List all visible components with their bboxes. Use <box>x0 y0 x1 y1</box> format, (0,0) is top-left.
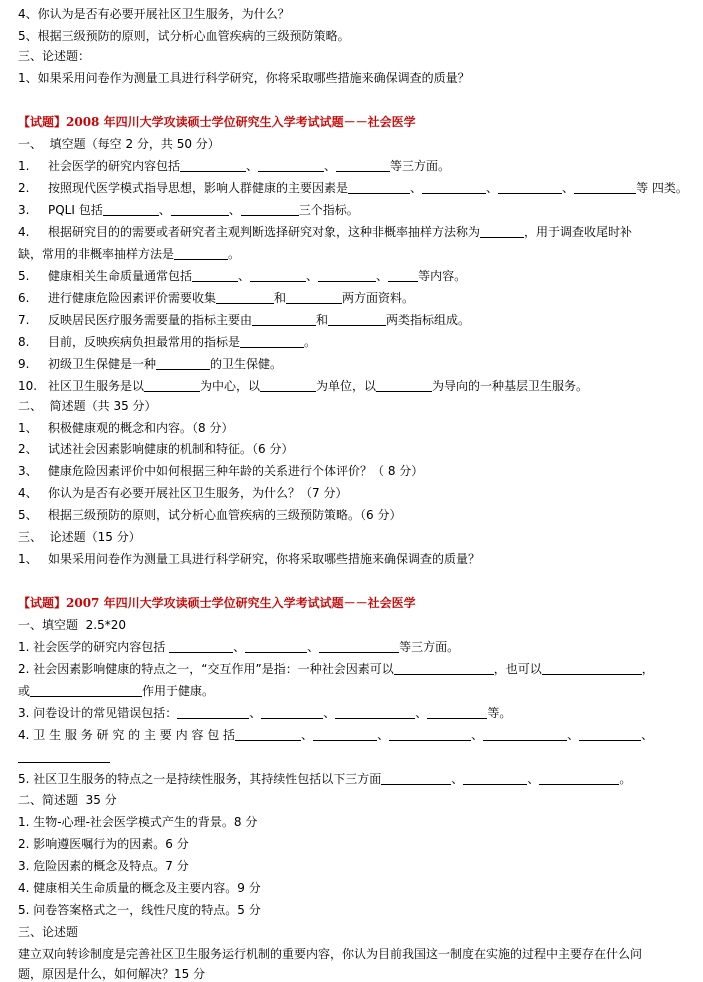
answer-blank[interactable] <box>174 247 228 260</box>
answer-blank[interactable] <box>318 269 376 282</box>
question-5: 5、根据三级预防的原则，试分析心血管疾病的三级预防策略。 <box>18 29 350 43</box>
fill-question <box>18 705 511 721</box>
answer-blank[interactable] <box>180 159 246 172</box>
question-text: 、 <box>376 269 389 283</box>
answer-blank[interactable] <box>18 750 110 763</box>
question-text: 、 <box>158 203 171 217</box>
fill-question <box>18 202 359 218</box>
answer-blank[interactable] <box>261 706 323 719</box>
exam-2008-essay-question: 1、 如果采用问卷作为测量工具进行科学研究，你将采取哪些措施来确保调查的质量？ <box>18 552 481 566</box>
question-text: 、 <box>567 728 580 742</box>
answer-blank[interactable] <box>389 728 471 741</box>
question-text: 为中心，以 <box>200 379 261 393</box>
answer-blank[interactable] <box>235 728 301 741</box>
question-text: 、 <box>641 728 654 742</box>
exam-2007-section-short: 二、简述题 35 分 <box>18 793 117 807</box>
fill-question <box>18 356 282 372</box>
answer-blank[interactable] <box>319 640 399 653</box>
fill-question <box>18 378 588 394</box>
fill-question <box>18 268 466 284</box>
question-number: 4. <box>18 225 30 239</box>
answer-blank[interactable] <box>463 772 527 785</box>
fill-question <box>18 180 688 196</box>
question-text: 、 <box>562 181 575 195</box>
answer-blank[interactable] <box>376 379 432 392</box>
section-heading-essay: 三、论述题： <box>18 49 91 63</box>
question-number: 1、 <box>18 421 38 435</box>
exam-2008-section-essay: 三、 论述题（15 分） <box>18 530 141 544</box>
answer-blank[interactable] <box>260 379 316 392</box>
question-text: 、 <box>301 728 314 742</box>
answer-blank[interactable] <box>427 706 487 719</box>
answer-blank[interactable] <box>480 225 524 238</box>
answer-blank[interactable] <box>313 728 377 741</box>
question-text: ， <box>641 662 654 676</box>
question-text: 为单位，以 <box>316 379 377 393</box>
question-text: 、 <box>246 159 259 173</box>
question-text: 、 <box>527 772 540 786</box>
short-question <box>18 441 293 457</box>
question-number: 1. <box>18 159 30 173</box>
exam-2008-title: 【试题】2008 年四川大学攻读硕士学位研究生入学考试试题－－社会医学 <box>18 115 416 129</box>
answer-blank[interactable] <box>171 203 229 216</box>
answer-blank[interactable] <box>250 269 306 282</box>
question-text: 。 <box>619 772 632 786</box>
question-text: 等内容。 <box>418 269 467 283</box>
fill-question <box>18 683 214 699</box>
question-text: 。 <box>228 247 241 261</box>
answer-blank[interactable] <box>144 379 200 392</box>
question-text: 三个指标。 <box>298 203 359 217</box>
question-text: ，用于调查收尾时补 <box>524 225 633 239</box>
answer-blank[interactable] <box>498 181 562 194</box>
answer-blank[interactable] <box>286 291 342 304</box>
question-text: 等三方面。 <box>399 640 460 654</box>
exam-2007-essay-line-2: 题，原因是什么，如何解决？15 分 <box>18 967 206 981</box>
question-text: 。 <box>304 335 317 349</box>
answer-blank[interactable] <box>240 335 304 348</box>
question-text: 、 <box>486 181 499 195</box>
exam-2008-section-short: 二、 简述题（共 35 分） <box>18 399 157 413</box>
answer-blank[interactable] <box>103 203 159 216</box>
question-text: 、 <box>377 728 390 742</box>
fill-question <box>18 158 450 174</box>
question-text: 2. 社会因素影响健康的特点之一，“交互作用”是指：一种社会因素可以 <box>18 662 394 676</box>
question-text: ，也可以 <box>493 662 542 676</box>
question-text: 作用于健康。 <box>142 684 215 698</box>
answer-blank[interactable] <box>252 313 316 326</box>
short-question <box>18 420 233 436</box>
exam-2007-section-essay: 三、论述题 <box>18 925 79 939</box>
question-text: 和 <box>274 291 287 305</box>
question-text: 初级卫生保健是一种 <box>48 357 157 371</box>
question-text: 目前，反映疾病负担最常用的指标是 <box>48 335 241 349</box>
question-text: 健康相关生命质量通常包括 <box>48 269 193 283</box>
exam-2007-title: 【试题】2007 年四川大学攻读硕士学位研究生入学考试试题－－社会医学 <box>18 596 416 610</box>
answer-blank[interactable] <box>574 181 636 194</box>
question-text: 4. 卫 生 服 务 研 究 的 主 要 内 容 包 括 <box>18 728 236 742</box>
answer-blank[interactable] <box>30 684 142 697</box>
answer-blank[interactable] <box>579 728 641 741</box>
fill-question <box>18 224 632 240</box>
question-number: 10. <box>18 379 38 393</box>
question-number: 8. <box>18 335 30 349</box>
fill-question <box>18 290 414 306</box>
answer-blank[interactable] <box>258 159 324 172</box>
question-number: 2. <box>18 181 30 195</box>
answer-blank[interactable] <box>539 772 619 785</box>
short-question: 1. 生物-心理-社会医学模式产生的背景。8 分 <box>18 815 258 829</box>
answer-blank[interactable] <box>336 159 390 172</box>
fill-question <box>18 334 316 350</box>
question-number: 3. <box>18 203 30 217</box>
question-text: PQLI 包括 <box>48 203 103 217</box>
question-text: 、 <box>233 640 246 654</box>
fill-question <box>18 661 654 677</box>
answer-blank[interactable] <box>156 357 210 370</box>
short-question <box>18 485 347 501</box>
question-text: 等三方面。 <box>390 159 451 173</box>
question-text: 积极健康观的概念和内容。（8 分） <box>48 421 234 435</box>
question-text: 根据研究目的的需要或者研究者主观判断选择研究对象，这种非概率抽样方法称为 <box>48 225 481 239</box>
answer-blank[interactable] <box>192 269 238 282</box>
question-text: 、 <box>249 706 262 720</box>
answer-blank[interactable] <box>388 269 418 282</box>
answer-blank[interactable] <box>328 313 386 326</box>
question-text: 、 <box>238 269 251 283</box>
question-number: 9. <box>18 357 30 371</box>
question-text: 、 <box>228 203 241 217</box>
answer-blank[interactable] <box>335 706 415 719</box>
question-text: 社区卫生服务是以 <box>48 379 145 393</box>
exam-2008-section-fill: 一、 填空题（每空 2 分，共 50 分） <box>18 137 220 151</box>
question-number: 3、 <box>18 464 38 478</box>
fill-question <box>18 246 240 262</box>
question-text: 试述社会因素影响健康的机制和特征。（6 分） <box>48 442 294 456</box>
short-question: 5. 问卷答案格式之一，线性尺度的特点。5 分 <box>18 903 261 917</box>
question-text: 两方面资料。 <box>342 291 415 305</box>
short-question <box>18 507 401 523</box>
question-text: 等。 <box>487 706 512 720</box>
question-text: 反映居民医疗服务需要量的指标主要由 <box>48 313 253 327</box>
question-text: 、 <box>451 772 464 786</box>
answer-blank[interactable] <box>216 291 274 304</box>
question-4: 4、你认为是否有必要开展社区卫生服务，为什么？ <box>18 7 290 21</box>
question-number: 7. <box>18 313 30 327</box>
question-text: 的卫生保健。 <box>210 357 283 371</box>
question-text: 或 <box>18 684 31 698</box>
question-text: 按照现代医学模式指导思想，影响人群健康的主要因素是 <box>48 181 349 195</box>
exam-2007-section-fill: 一、填空题 2.5*20 <box>18 618 126 632</box>
question-text: 为导向的一种基层卫生服务。 <box>432 379 589 393</box>
essay-question-1: 1、如果采用问卷作为测量工具进行科学研究，你将采取哪些措施来确保调查的质量？ <box>18 71 470 85</box>
answer-blank[interactable] <box>394 662 494 675</box>
answer-blank[interactable] <box>169 640 233 653</box>
question-number: 6. <box>18 291 30 305</box>
question-text: 1. 社会医学的研究内容包括 <box>18 640 170 654</box>
fill-question <box>18 727 653 743</box>
answer-blank[interactable] <box>177 706 249 719</box>
exam-2007-essay-line-1: 建立双向转诊制度是完善社区卫生服务运行机制的重要内容，你认为目前我国这一制度在实施的过程中主要存在什么问 <box>18 947 643 961</box>
answer-blank[interactable] <box>241 203 299 216</box>
question-text: 健康危险因素评价中如何根据三种年龄的关系进行个体评价？（ 8 分） <box>48 464 424 478</box>
answer-blank[interactable] <box>422 181 486 194</box>
question-number: 2、 <box>18 442 38 456</box>
question-text: 3. 问卷设计的常见错误包括： <box>18 706 178 720</box>
question-text: 和 <box>316 313 329 327</box>
answer-blank[interactable] <box>348 181 410 194</box>
question-text: 5. 社区卫生服务的特点之一是持续性服务，其持续性包括以下三方面 <box>18 772 382 786</box>
question-text: 社会医学的研究内容包括 <box>48 159 181 173</box>
question-text: 、 <box>410 181 423 195</box>
short-question: 2. 影响遵医嘱行为的因素。6 分 <box>18 837 189 851</box>
question-number: 4、 <box>18 486 38 500</box>
question-text: 进行健康危险因素评价需要收集 <box>48 291 217 305</box>
short-question: 3. 危险因素的概念及特点。7 分 <box>18 859 189 873</box>
question-number: 5. <box>18 269 30 283</box>
fill-question <box>18 639 459 655</box>
question-text: 、 <box>307 640 320 654</box>
question-text: 两类指标组成。 <box>386 313 471 327</box>
answer-blank[interactable] <box>483 728 567 741</box>
question-text: 、 <box>471 728 484 742</box>
question-text: 等 四类。 <box>636 181 688 195</box>
question-text: 、 <box>306 269 319 283</box>
short-question: 4. 健康相关生命质量的概念及主要内容。9 分 <box>18 881 261 895</box>
answer-blank[interactable] <box>381 772 451 785</box>
question-text: 、 <box>323 706 336 720</box>
question-number: 5、 <box>18 508 38 522</box>
short-question <box>18 463 423 479</box>
fill-question <box>18 749 110 765</box>
answer-blank[interactable] <box>542 662 642 675</box>
question-text: 根据三级预防的原则，试分析心血管疾病的三级预防策略。（6 分） <box>48 508 402 522</box>
question-text: 、 <box>415 706 428 720</box>
fill-question <box>18 771 631 787</box>
question-text: 缺，常用的非概率抽样方法是 <box>18 247 175 261</box>
question-text: 、 <box>324 159 337 173</box>
question-text: 你认为是否有必要开展社区卫生服务，为什么？（7 分） <box>48 486 348 500</box>
answer-blank[interactable] <box>245 640 307 653</box>
fill-question <box>18 312 470 328</box>
